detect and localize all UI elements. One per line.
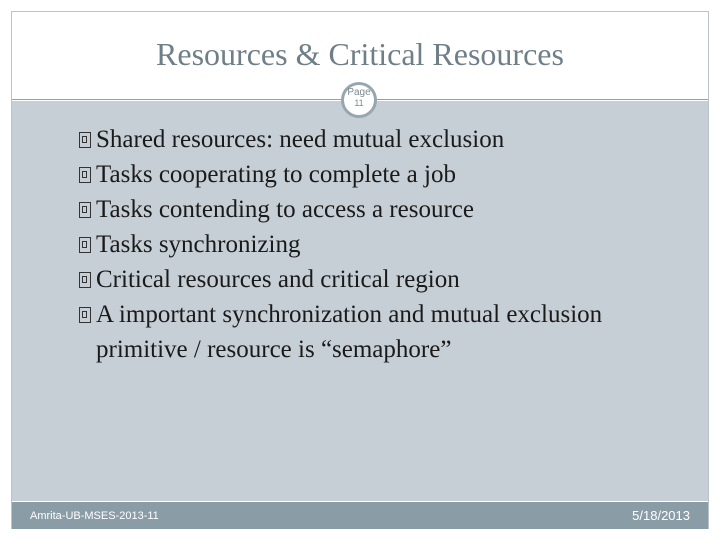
bullet-text: Tasks synchronizing bbox=[96, 231, 301, 258]
slide-title: Resources & Critical Resources bbox=[156, 36, 564, 72]
box-bullet-icon bbox=[78, 122, 92, 157]
bullet-item bbox=[78, 227, 688, 262]
box-bullet-icon bbox=[78, 157, 92, 192]
page-label: Page bbox=[347, 87, 371, 98]
page-number: 11 bbox=[354, 98, 364, 108]
bullet-item bbox=[78, 157, 688, 192]
bullet-item bbox=[78, 297, 656, 367]
bullet-text: Shared resources: need mutual exclusion bbox=[96, 126, 505, 153]
bullet-text: Tasks contending to access a resource bbox=[96, 196, 474, 223]
bullet-item bbox=[78, 122, 688, 157]
bullet-item bbox=[78, 262, 688, 297]
box-bullet-icon bbox=[78, 227, 92, 262]
bullet-text: Critical resources and critical region bbox=[96, 266, 460, 293]
footer-date: 5/18/2013 bbox=[632, 508, 690, 523]
bullet-item bbox=[78, 192, 688, 227]
box-bullet-icon bbox=[78, 297, 92, 332]
bullet-text: Tasks cooperating to complete a job bbox=[96, 161, 456, 188]
page-number-badge bbox=[341, 82, 377, 118]
box-bullet-icon bbox=[78, 192, 92, 227]
bullet-list bbox=[78, 122, 688, 367]
bullet-text: A important synchronization and mutual exclusion primitive / resource is “semaphore” bbox=[96, 301, 603, 363]
footer-label: Amrita-UB-MSES-2013-11 bbox=[30, 510, 159, 522]
box-bullet-icon bbox=[78, 262, 92, 297]
